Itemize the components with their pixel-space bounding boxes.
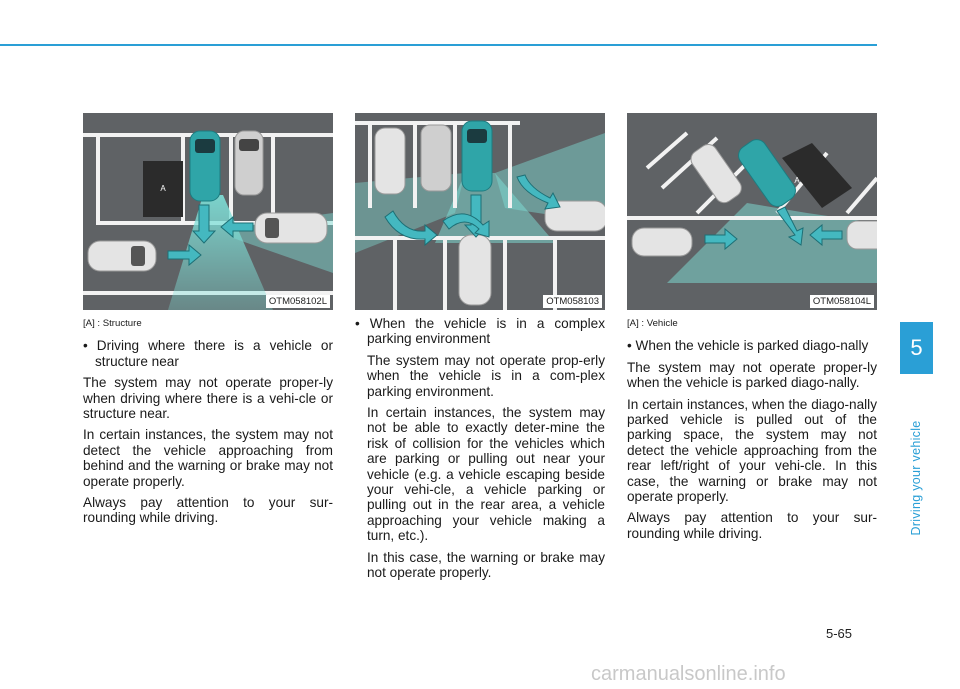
column-left [83,316,333,532]
figure-complex-parking [355,113,605,310]
structure-label: A [160,184,166,193]
paragraph: In certain instances, when the diago-nally parked vehicle is pulled out of the parking space, the system may not detect the vehicle approaching from the rear left/right of your vehi-cle. In this case, the warning or brake may not operate properly. [627,396,877,505]
paragraph: Always pay attention to your sur-rounding while driving. [83,495,333,526]
chapter-title: Driving your vehicle [909,420,923,536]
vehicle-label: A [794,176,800,185]
figure-structure-near [83,113,333,310]
paragraph: The system may not operate proper-ly when the vehicle is parked diago-nally. [627,359,877,391]
watermark: carmanualsonline.info [591,663,786,685]
paragraph: In certain instances, the system may not be able to exactly deter-mine the risk of collision for the vehicles which are parking or pulling out near your vehicle (e.g. a vehicle escaping beside your vehi-cle, a vehicle parking or pulling out in the rear area, a vehicle approaching your vehicle making a turn, etc.). [367,405,605,544]
figure-caption: [A] : Structure [83,318,142,329]
bullet-heading: • Driving where there is a vehicle or structure near [83,338,333,369]
chapter-tab: 5 [900,322,933,374]
approaching-car-right [847,221,877,249]
paragraph: Always pay attention to your sur-rounding while driving. [627,510,877,541]
bullet-heading: • When the vehicle is parked diago-nally [627,338,869,354]
figure-diagonal-parking [627,113,877,310]
car-rear [459,235,491,305]
figure-code: OTM058102L [266,295,330,308]
header-rule [0,44,877,46]
paragraph: In certain instances, the system may not detect the vehicle approaching from behind and the warning or brake may not operate properly. [83,427,333,489]
figure-caption: [A] : Vehicle [627,318,678,329]
paragraph: The system may not operate prop-erly when the vehicle is in a com-plex parking environment. [367,352,605,399]
paragraph: In this case, the warning or brake may not operate properly. [367,549,605,581]
bullet-heading: • When the vehicle is in a complex parking environment [355,316,605,347]
approaching-car-left [632,228,692,256]
paragraph: The system may not operate proper-ly when driving where there is a vehi-cle or structure near. [83,375,333,422]
figure-code: OTM058104L [810,295,874,308]
figure-code: OTM058103 [543,295,602,308]
page-number: 5-65 [826,626,853,641]
parked-suv [421,125,451,191]
column-middle [355,316,605,587]
parked-car-1 [375,128,405,194]
column-right [627,316,877,547]
approaching-car-left [88,241,156,271]
